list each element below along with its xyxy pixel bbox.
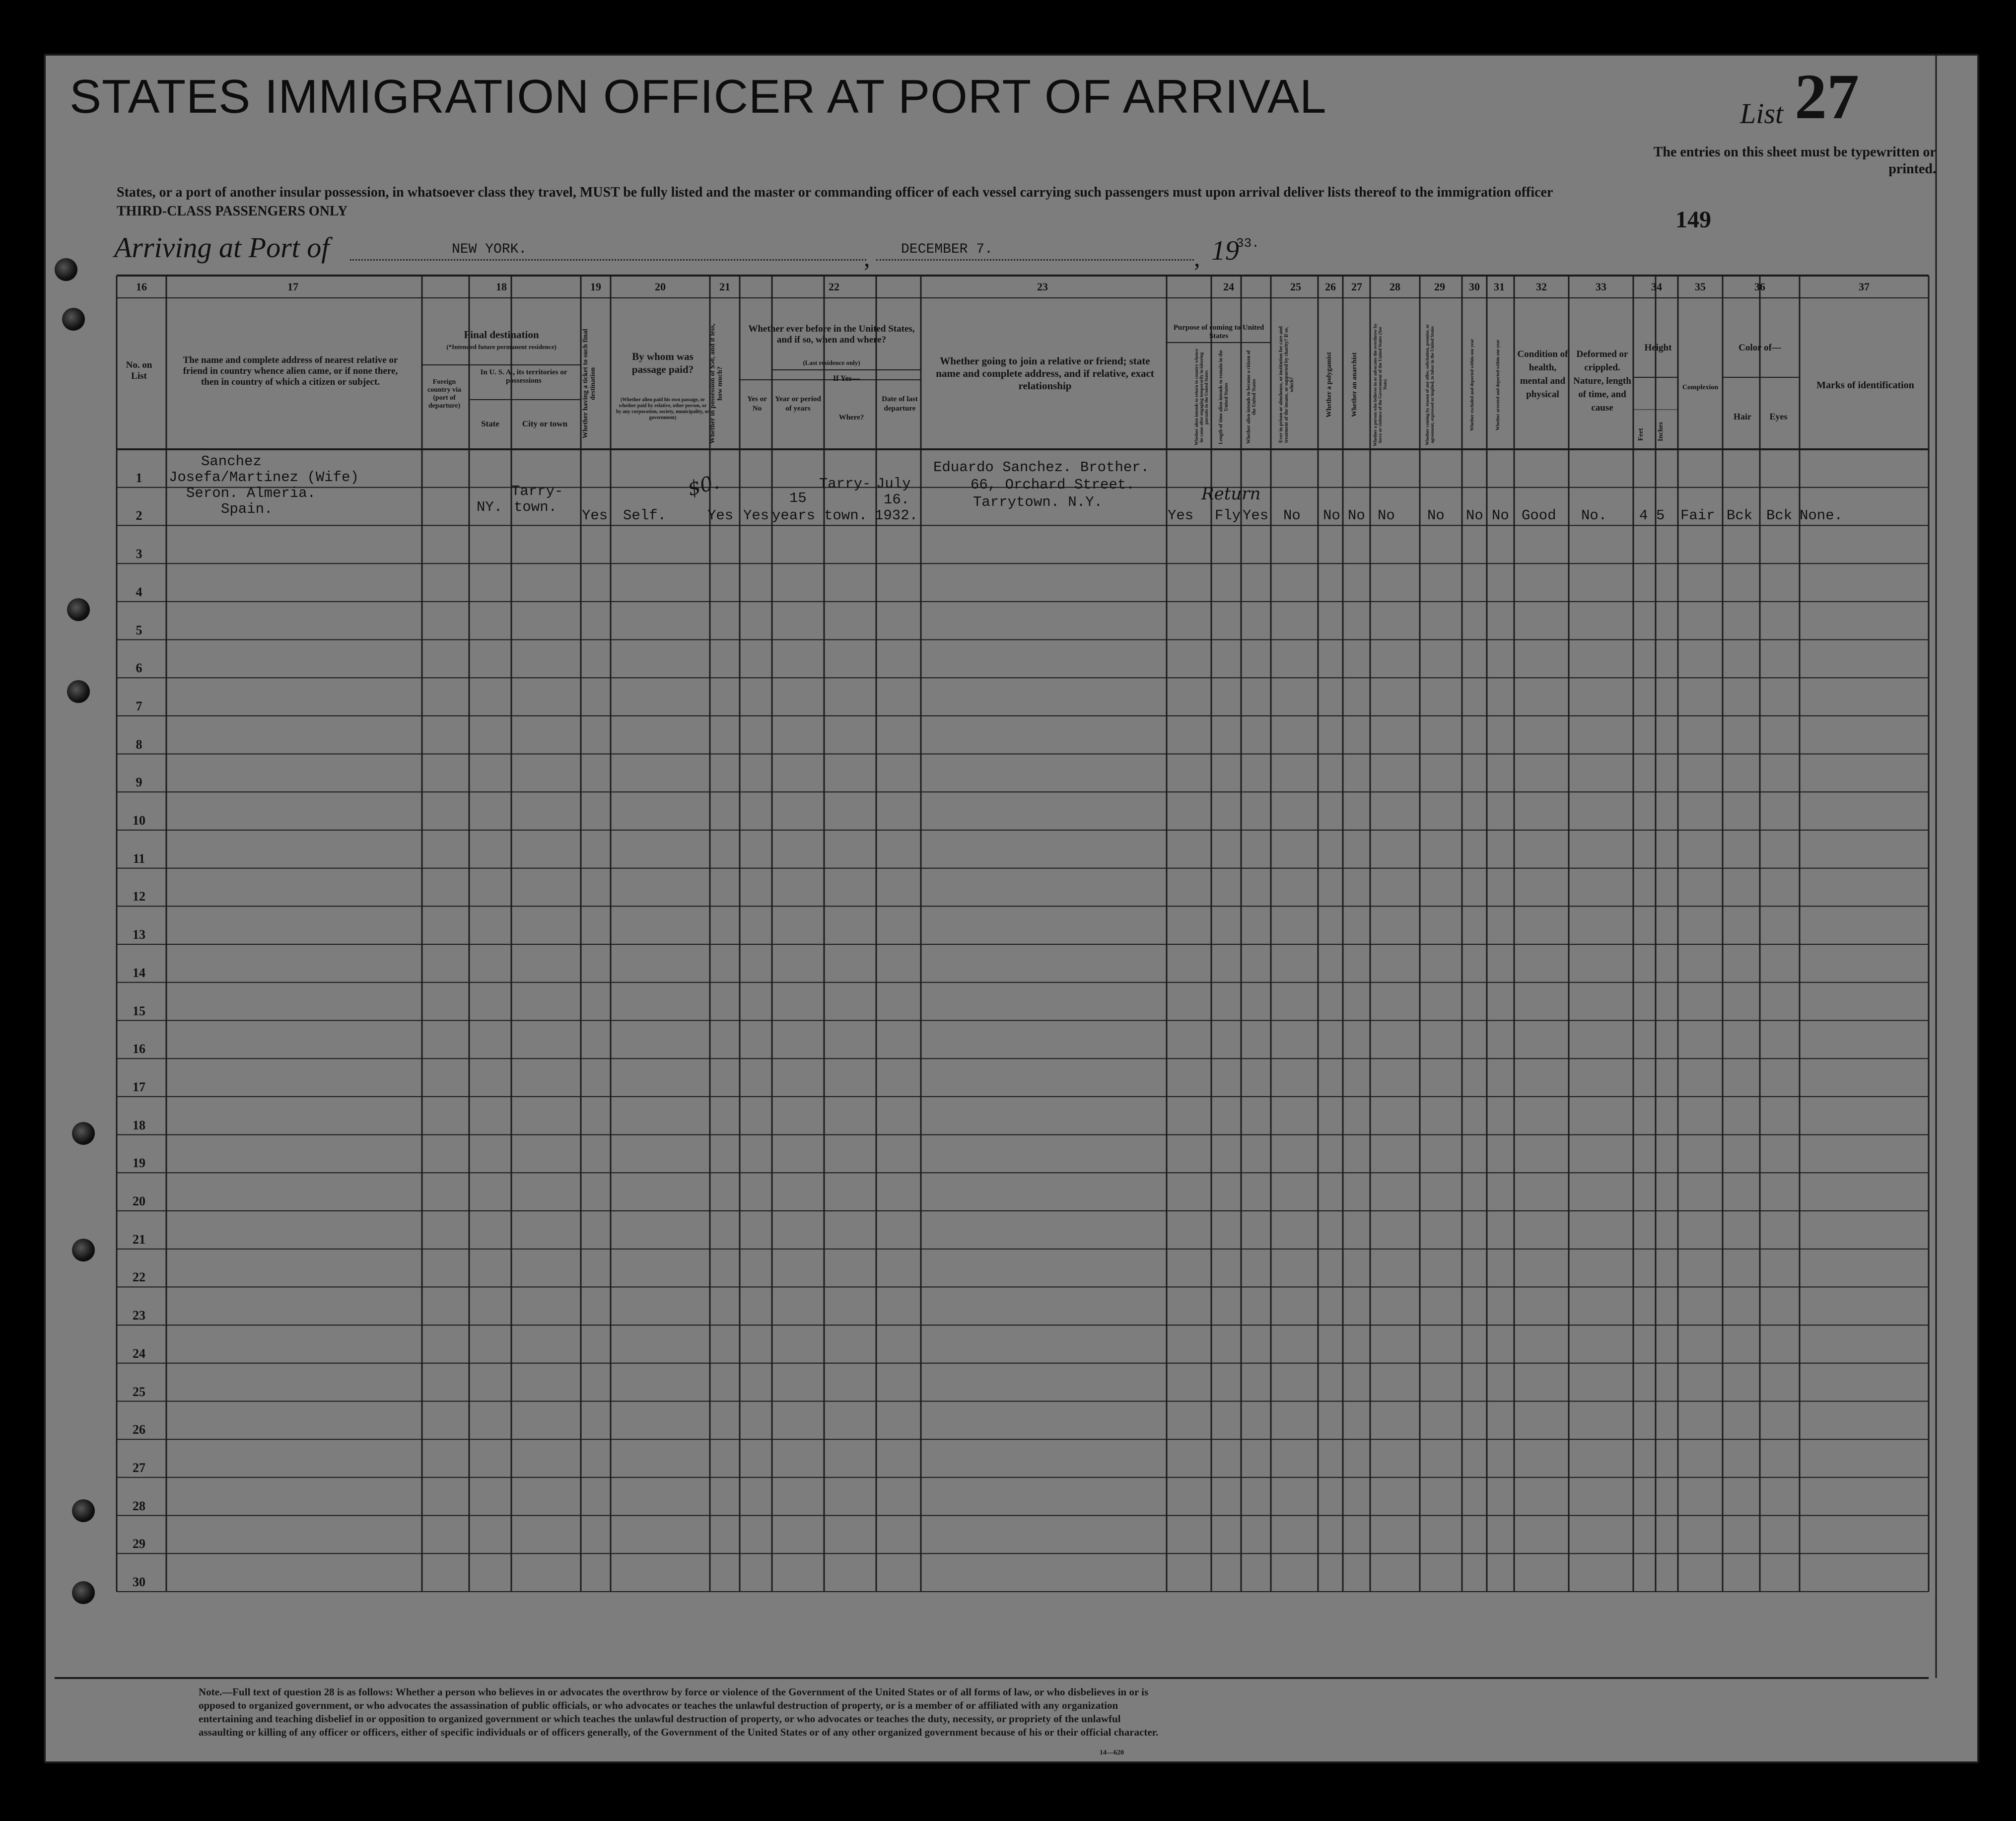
row-number: 12	[133, 889, 145, 904]
entry-col-30: No	[1466, 507, 1483, 524]
entry-relative-line-2: Josefa/Martinez (Wife)	[169, 469, 359, 486]
comma: ,	[864, 244, 870, 272]
row-number: 15	[133, 1003, 145, 1018]
column-number: 25	[1290, 280, 1301, 293]
entry-years-line-2: years	[772, 507, 816, 524]
header-purpose: Purpose of coming to United States	[1173, 324, 1264, 340]
row-number: 8	[136, 737, 142, 752]
row-number: 13	[133, 927, 145, 942]
row-number: 27	[133, 1460, 145, 1475]
header-last-residence-only: (Last residence only)	[803, 359, 860, 366]
entry-money-handwritten: $0.	[685, 470, 722, 501]
punch-hole	[72, 1122, 95, 1145]
header-col-30: Whether excluded and deported within one year	[1469, 339, 1474, 431]
header-col-29: Whether coming by reason of any offer, solicitation, promise, or agreement, expressed or implied, to labor in the United States	[1425, 324, 1435, 446]
row-number: 2	[136, 508, 142, 523]
instructions-line-1: States, or a port of another insular possession, in whatsoever class they travel, MUST be fully listed and the master or commanding officer of each vessel carrying such passengers must upon arrival deliver lists thereof to the immigration officer	[117, 185, 1553, 200]
entry-col-25: No	[1283, 507, 1301, 524]
header-purpose-return: Whether alien intends to return to country whence he came after engaging temporarily in laboring pursuits in the United States	[1194, 349, 1209, 446]
row-number: 6	[136, 661, 142, 676]
entry-col-29: No	[1427, 507, 1445, 524]
punch-hole	[67, 598, 90, 621]
column-number: 37	[1859, 280, 1870, 293]
column-number: 34	[1651, 280, 1662, 293]
entry-purpose-citizen: Yes	[1243, 507, 1269, 524]
header-nearest-relative: The name and complete address of nearest relative or friend in country whence alien came, or if none there, then in country of which a citizen or subject.	[183, 355, 398, 387]
header-feet: Feet	[1637, 428, 1645, 441]
row-number: 1	[136, 470, 142, 485]
column-number: 21	[719, 280, 730, 293]
entry-city-line-1: Tarry-	[511, 483, 563, 499]
row-number: 10	[133, 813, 145, 828]
entry-inches: 5	[1656, 507, 1665, 524]
header-date-of-last-departure: Date of last departure	[882, 395, 918, 413]
entry-money: Yes	[707, 507, 734, 524]
entry-condition: Good	[1522, 507, 1556, 524]
row-number: 3	[136, 547, 142, 561]
entry-eyes: Bck	[1766, 507, 1793, 524]
comma: ,	[1194, 244, 1200, 272]
header-height: Height	[1644, 343, 1672, 353]
entry-relative-line-1: Sanchez	[201, 453, 262, 470]
row-number: 30	[133, 1575, 145, 1589]
header-col-25: Ever in prison or almshouse, or institution for care and treatment of the insane, or supported by charity? If so, which?	[1278, 326, 1295, 443]
header-no-on-list: No. on List	[126, 360, 152, 381]
row-number: 5	[136, 623, 142, 637]
entry-ticket: Yes	[582, 507, 608, 524]
header-purpose-length: Length of time alien intends to remain in the United States	[1218, 350, 1229, 444]
header-col-28: Whether a person who believes in or advocates the overthrow by force or violence of the Government of the United States (See Note)	[1373, 323, 1388, 446]
arriving-label: Arriving at Port of	[114, 231, 330, 264]
column-number: 28	[1390, 280, 1400, 293]
header-state: State	[481, 419, 499, 428]
column-number: 36	[1754, 280, 1765, 293]
column-number: 17	[287, 280, 298, 293]
list-number: 27	[1795, 61, 1859, 133]
header-if-yes: If Yes—	[833, 374, 860, 383]
column-number: 20	[655, 280, 666, 293]
header-final-destination: Final destination	[464, 329, 539, 340]
port-value: NEW YORK.	[452, 242, 527, 257]
header-condition: Condition of health, mental and physical	[1517, 349, 1568, 400]
entry-years-line-1: 15	[789, 490, 807, 506]
punch-hole	[72, 1239, 95, 1261]
entry-departure-line-3: 1932.	[875, 507, 918, 524]
row-number: 19	[133, 1156, 145, 1171]
entry-state: NY.	[477, 499, 503, 515]
punch-hole	[67, 680, 90, 703]
header-hair: Hair	[1734, 412, 1751, 421]
entry-marks: None.	[1800, 507, 1843, 524]
header-col-26: Whether a polygamist	[1325, 352, 1333, 418]
entry-join-line-1: Eduardo Sanchez. Brother.	[933, 459, 1150, 476]
row-number: 7	[136, 699, 142, 713]
entry-paid-by: Self.	[623, 507, 667, 524]
entry-purpose-length: Fly	[1215, 507, 1241, 524]
entry-deformed: No.	[1581, 507, 1607, 524]
entry-purpose-return: Yes	[1168, 507, 1194, 524]
column-number: 32	[1536, 280, 1547, 293]
header-ticket: Whether having a ticket to such final destination	[582, 329, 597, 439]
entry-complexion: Fair	[1680, 507, 1715, 524]
column-number: 19	[590, 280, 601, 293]
row-number: 29	[133, 1537, 145, 1551]
entry-relative-line-4: Spain.	[221, 501, 273, 517]
column-number: 29	[1434, 280, 1445, 293]
header-deformed: Deformed or crippled. Nature, length of time, and cause	[1573, 349, 1631, 413]
row-number: 11	[133, 851, 145, 866]
row-number: 14	[133, 965, 145, 980]
header-col-27: Whether an anarchist	[1351, 352, 1358, 418]
instructions-line-2: THIRD-CLASS PASSENGERS ONLY	[117, 204, 348, 219]
punch-hole	[72, 1581, 95, 1604]
page-title: STATES IMMIGRATION OFFICER AT PORT OF ARRIVAL	[70, 70, 1327, 123]
header-col-31: Whether arrested and deported within one year	[1495, 339, 1500, 430]
header-going-to-join: Whether going to join a relative or friend; state name and complete address, and if relative, exact relationship	[936, 355, 1154, 392]
entry-join-line-2: 66, Orchard Street.	[971, 477, 1135, 493]
header-city-or-town: City or town	[522, 419, 568, 428]
header-by-whom-paid: By whom was passage paid?	[631, 350, 694, 375]
entry-city-line-2: town.	[514, 499, 557, 515]
row-number: 26	[133, 1422, 145, 1437]
entry-departure-line-2: 16.	[884, 491, 910, 508]
entries-note: The entries on this sheet must be typewritten or printed.	[1653, 144, 1936, 177]
column-number: 30	[1469, 280, 1480, 293]
punch-hole	[62, 308, 85, 331]
header-complexion: Complexion	[1682, 384, 1719, 391]
entry-relative-line-3: Seron. Almeria.	[186, 485, 316, 501]
punch-hole	[55, 258, 77, 281]
header-inches: Inches	[1657, 422, 1665, 442]
entry-col-26: No	[1323, 507, 1340, 524]
column-number: 16	[136, 280, 147, 293]
column-number: 26	[1325, 280, 1336, 293]
form-number: 14—620	[1100, 1749, 1124, 1756]
entry-where-line-1: Tarry-	[819, 476, 871, 492]
entry-hair: Bck	[1727, 507, 1753, 524]
column-number: 23	[1037, 280, 1048, 293]
header-final-destination-note: (*Intended future permanent residence)	[446, 343, 556, 350]
list-label: List	[1740, 97, 1784, 130]
date-value: DECEMBER 7.	[901, 242, 993, 257]
header-purpose-citizen: Whether alien intends to become a citizen of the United States	[1246, 350, 1257, 444]
row-number: 24	[133, 1346, 145, 1361]
entry-before-yes: Yes	[743, 507, 769, 524]
year-suffix: 33.	[1236, 236, 1259, 251]
row-number: 28	[133, 1498, 145, 1513]
entry-departure-line-1: July	[876, 476, 911, 492]
header-before-in-us: Whether ever before in the United States, and if so, when and where?	[748, 324, 915, 345]
entry-col-27: No	[1348, 507, 1365, 524]
entry-where-line-2: town.	[824, 507, 868, 524]
row-number: 9	[136, 775, 142, 790]
stamp-number: 149	[1675, 207, 1711, 233]
header-in-usa: In U. S. A., its territories or possessions	[480, 368, 567, 385]
header-marks: Marks of identification	[1816, 380, 1914, 391]
header-yes-or-no: Yes or No	[747, 395, 767, 413]
header-color-of: Color of—	[1738, 343, 1781, 353]
column-number: 24	[1223, 280, 1234, 293]
row-number: 23	[133, 1308, 145, 1323]
entry-col-28: No	[1378, 507, 1395, 524]
row-number: 16	[133, 1042, 145, 1056]
column-number: 33	[1596, 280, 1606, 293]
row-number: 20	[133, 1194, 145, 1208]
header-year-or-period: Year or period of years	[775, 395, 821, 413]
column-number: 18	[496, 280, 507, 293]
row-number: 17	[133, 1079, 145, 1094]
column-number: 22	[829, 280, 839, 293]
column-number: 31	[1494, 280, 1505, 293]
header-where: Where?	[838, 414, 864, 421]
header-money: Whether in possession of $50, and if less, how much?	[709, 323, 724, 444]
footer-note: Note.—Full text of question 28 is as follows: Whether a person who believes in or advocates the overthrow by force or violence of the Government of the United States or of all forms of law, or who disbelieves in or is opposed to organized government, or who advocates the assassination of public officials, or who advocates or teaches the unlawful destruction of property, or is a member of or affiliated with any organization entertaining and teaching disbelief in or opposition to organized government or which teaches the unlawful destruction of property, or who advocates or teaches the duty, necessity, or propriety of the unlawful assaulting or killing of any officer or officers, either of specific individuals or of officers generally, of the Government of the United States or of any other organized government because of his or their official character.	[199, 1686, 1159, 1738]
year-prefix: 19	[1211, 235, 1239, 266]
row-number: 21	[133, 1232, 145, 1247]
entry-col-31: No	[1492, 507, 1509, 524]
punch-hole	[72, 1499, 95, 1522]
entry-purpose-handwritten: Return	[1201, 484, 1261, 504]
entry-feet: 4	[1639, 507, 1648, 524]
column-number: 35	[1695, 280, 1706, 293]
header-eyes: Eyes	[1769, 412, 1788, 421]
entry-join-line-3: Tarrytown. N.Y.	[973, 494, 1103, 510]
row-number: 4	[136, 584, 142, 599]
column-number: 27	[1351, 280, 1362, 293]
header-by-whom-paid-note: (Whether alien paid his own passage, or whether paid by relative, other person, or by any corporation, society, municipality, or government)	[616, 397, 709, 420]
row-number: 25	[133, 1384, 145, 1399]
header-foreign-country: Foreign country via (port of departure)	[427, 378, 462, 410]
row-number: 18	[133, 1118, 145, 1132]
row-number: 22	[133, 1270, 145, 1285]
